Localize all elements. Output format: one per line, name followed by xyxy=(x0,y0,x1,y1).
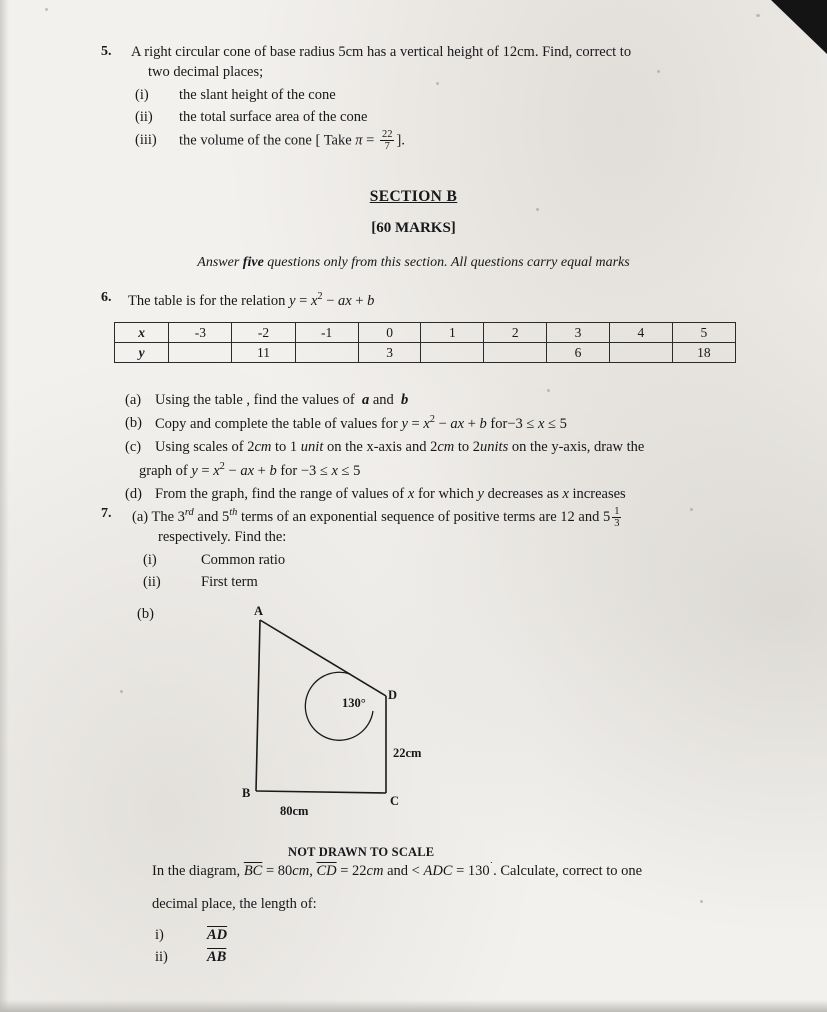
cell-y-2 xyxy=(295,343,358,363)
instruction-prefix: Answer xyxy=(197,255,243,270)
cell-y-0 xyxy=(169,343,232,363)
question-7-closing-line2 xyxy=(152,894,552,915)
list-item xyxy=(135,107,635,129)
list-marker: (iii) xyxy=(135,131,157,148)
list-item xyxy=(125,412,765,435)
fraction-22-7: $\frac{22}{7}$ xyxy=(381,128,393,152)
part-a-marker: (a) xyxy=(132,508,149,525)
question-7-closing-list xyxy=(155,925,455,969)
part-a-line2-text: respectively. Find the: xyxy=(158,529,287,545)
list-item xyxy=(155,925,455,947)
row-label-y: y xyxy=(115,343,169,363)
fraction-1-3: $\frac{1}{3}$ xyxy=(614,505,620,529)
side-label-bc: 80cm xyxy=(280,804,309,818)
list-text: Common ratio xyxy=(201,552,286,568)
cell-y-3: 3 xyxy=(358,343,421,363)
values-table xyxy=(114,322,736,363)
list-text: From the graph, find the range of values of x for which y decreases as x increases xyxy=(155,485,626,502)
table-row-y xyxy=(115,343,736,363)
instruction-suffix: questions only from this section. All questions carry equal marks xyxy=(263,255,630,270)
question-6-number: 6. xyxy=(101,290,112,305)
section-instruction xyxy=(0,255,827,271)
question-5-stem-line1 xyxy=(131,42,721,63)
list-text: graph of $y = x^2$ − ax + b for −3 ≤ x ≤ 5 xyxy=(139,460,361,479)
list-text: $\overline{AD}$ xyxy=(207,927,228,943)
question-7a: (a) The 3rd and 5th terms of an exponential sequence of positive terms are 12 and 5 $\frac{1}{3}$ xyxy=(132,505,620,529)
question-5-number: 5. xyxy=(101,44,112,59)
question-5-roman-list xyxy=(135,85,635,152)
section-title-text: SECTION B xyxy=(369,188,458,205)
list-text: Using scales of 2cm to 1 unit on the x-axis and 2cm to 2units on the y-axis, draw the xyxy=(155,438,645,455)
list-text: Using the table , find the values of a and b xyxy=(155,392,409,408)
list-marker: (ii) xyxy=(143,573,161,590)
question-6-parts xyxy=(125,389,765,506)
cell-y-7 xyxy=(609,343,672,363)
question-7-number: 7. xyxy=(101,506,112,521)
cell-x-2: -1 xyxy=(295,323,358,343)
side-label-cd: 22cm xyxy=(393,746,422,760)
cell-y-1: 11 xyxy=(232,343,295,363)
question-7a-roman-list xyxy=(143,550,543,594)
list-text: Copy and complete the table of values for $y = x^2$ − ax + b for−3 ≤ x ≤ 5 xyxy=(155,414,567,432)
cell-x-5: 2 xyxy=(484,323,547,343)
list-text: the slant height of the cone xyxy=(179,87,336,103)
list-marker: (c) xyxy=(125,438,142,455)
list-item xyxy=(135,85,635,107)
list-text: the total surface area of the cone xyxy=(179,108,368,125)
cell-x-4: 1 xyxy=(421,323,484,343)
list-marker: (b) xyxy=(125,415,142,432)
list-item xyxy=(155,947,455,969)
list-marker: i) xyxy=(155,927,164,943)
cell-x-8: 5 xyxy=(672,323,735,343)
part-b-marker-text: (b) xyxy=(137,606,154,622)
question-5-stem-line2-text: two decimal places; xyxy=(148,64,264,80)
list-marker: (d) xyxy=(125,485,142,502)
list-marker: (a) xyxy=(125,392,142,408)
section-title xyxy=(0,188,827,206)
quadrilateral-diagram xyxy=(238,604,478,823)
table-row-x xyxy=(115,323,736,343)
list-item xyxy=(125,483,765,505)
question-7a-line2 xyxy=(158,527,558,548)
list-marker: ii) xyxy=(155,948,168,965)
list-marker: (ii) xyxy=(135,108,153,125)
list-marker: (i) xyxy=(143,552,157,568)
question-7b-marker xyxy=(137,604,154,625)
cell-y-5 xyxy=(484,343,547,363)
list-item xyxy=(135,129,635,152)
question-5-stem-line2 xyxy=(148,62,548,83)
vertex-label-c: C xyxy=(390,794,400,808)
cell-x-1: -2 xyxy=(232,323,295,343)
vertex-label-a: A xyxy=(254,604,264,618)
row-label-x: x xyxy=(115,323,169,343)
diagram-svg xyxy=(238,608,478,823)
angle-label-adc: 130° xyxy=(342,696,366,710)
question-7-closing-line1: In the diagram, $\overline{BC} = 80cm$, $\overline{CD} = 22cm$ and < ADC = 130˙. Calculate, correct to one xyxy=(152,861,643,879)
list-marker: (i) xyxy=(135,87,149,103)
list-item xyxy=(125,389,765,411)
cell-y-4 xyxy=(421,343,484,363)
list-item xyxy=(143,550,543,572)
cell-y-6: 6 xyxy=(547,343,610,363)
vertex-label-d: D xyxy=(388,688,398,702)
list-item xyxy=(125,436,765,458)
instruction-emphasis: five xyxy=(242,255,264,270)
list-item-continuation xyxy=(125,459,765,482)
section-marks-text: [60 MARKS] xyxy=(371,220,456,236)
cell-y-8: 18 xyxy=(672,343,735,363)
question-5-stem-line1-text: A right circular cone of base radius 5cm has a vertical height of 12cm. Find, correct to xyxy=(131,44,632,60)
diagram-caption: NOT DRAWN TO SCALE xyxy=(288,845,435,859)
list-text: $\overline{AB}$ xyxy=(207,948,227,965)
cell-x-6: 3 xyxy=(547,323,610,343)
cell-x-7: 4 xyxy=(609,323,672,343)
cell-x-3: 0 xyxy=(358,323,421,343)
list-text: First term xyxy=(201,573,258,590)
list-text: the volume of the cone [ Take π = $\frac{22}{7}$ ]. xyxy=(179,128,405,152)
cell-x-0: -3 xyxy=(169,323,232,343)
vertex-label-b: B xyxy=(242,786,251,800)
section-marks xyxy=(0,220,827,237)
list-item xyxy=(143,572,543,594)
question-6-stem: The table is for the relation $y = x^2$ − ax + b xyxy=(128,291,375,309)
closing-line2-text: decimal place, the length of: xyxy=(152,896,317,912)
